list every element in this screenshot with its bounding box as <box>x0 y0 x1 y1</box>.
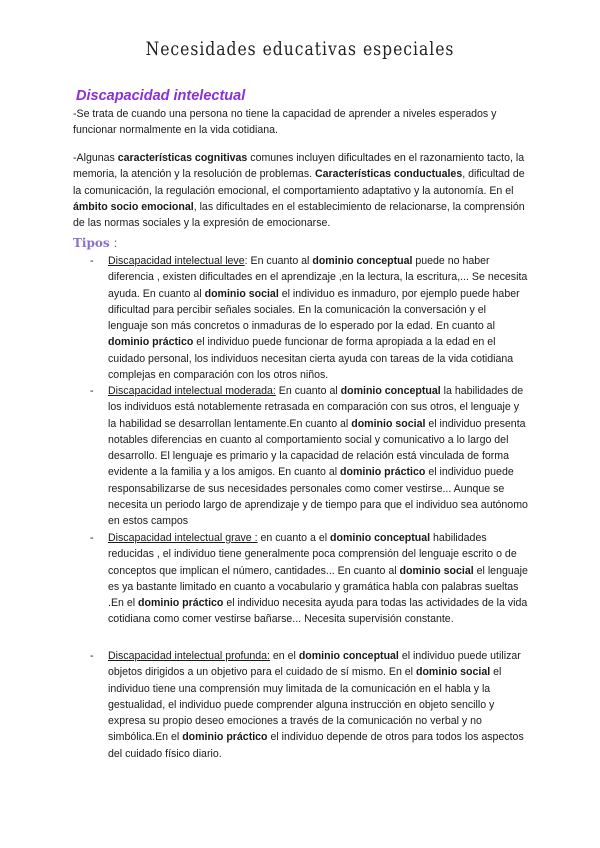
item-text: en cuanto a el <box>257 532 331 544</box>
item-heading: Discapacidad intelectual profunda: <box>108 650 270 662</box>
intro-paragraph-2 <box>73 150 528 231</box>
item-text: el individuo necesita ayuda para todas las actividades de la vida cotidiana como comer vestirse bañarse... Necesita supervisión constante. <box>108 597 528 626</box>
intro-text: , dificultad de la comunicación, la regulación emocional, el comportamiento adaptativo y la autonomía. En el <box>73 168 525 197</box>
list-bullet: - <box>90 650 94 662</box>
tipos-colon: : <box>113 236 118 250</box>
item-text: En cuanto al <box>275 385 341 397</box>
item-text: el individuo es inmaduro, por ejemplo puede haber dificultad para percibir señales sociales. En la comunicación la conversación y el lenguaje son más concretos o inmaduras de lo esperado por la edad. En cuanto al <box>108 287 520 333</box>
item-text: el individuo puede funcionar de forma apropiada a la edad en el cuidado personal, los individuos necesitan cierta ayuda con tareas de la vida cotidiana complejas en comparación con los otros niños. <box>108 336 514 382</box>
item-text: el individuo presenta notables diferencias en cuanto al comportamiento social y comunicativo a lo largo del desarrollo. El lenguaje es primario y la capacidad de relación está vinculada de forma evidente a la familia y a los amigos. En cuanto al <box>108 417 526 479</box>
item-text: la habilidades de los individuos está notablemente retrasada en comparación con sus otros, el lenguaje y la habilidad se desarrollan lentamente.En cuanto al <box>108 385 524 430</box>
list-item-text <box>108 383 528 530</box>
item-text: habilidades reducidas , el individuo tiene generalmente poca comprensión del lenguaje escrito o de conceptos que implican el número, cantidades... En cuanto al <box>108 532 517 577</box>
item-heading: Discapacidad intelectual leve <box>108 255 245 267</box>
item-heading: Discapacidad intelectual moderada: <box>108 385 276 397</box>
intro-text: , las dificultades en el establecimiento de relacionarse, la comprensión de las normas sociales y la expresión de emocionarse. <box>73 200 525 230</box>
bold-term: dominio social <box>204 287 279 300</box>
tipos-heading <box>73 236 117 250</box>
list-item-text <box>108 253 528 383</box>
list-item <box>90 383 530 530</box>
intro-text: comunes incluyen dificultades en el razonamiento tacto, la memoria, la atención y la resolución de problemas. <box>73 152 525 181</box>
bold-term: dominio social <box>415 666 491 679</box>
page-title: Necesidades educativas especiales <box>145 38 455 60</box>
bold-term: dominio práctico <box>182 731 268 744</box>
bold-term: características cognitivas <box>117 152 248 164</box>
bold-term: dominio social <box>351 417 426 430</box>
item-text: el individuo tiene una comprensión muy limitada de la comunicación en el habla y la gestualidad, el individuo puede comprender alguna instrucción en objeto sencillo y expresa su propio deseo emociones a través de la comunicación no verbal y no simbólica.En el <box>108 666 502 744</box>
item-text: en el <box>269 650 299 662</box>
bold-term: ámbito socio emocional <box>73 200 194 213</box>
bold-term: dominio práctico <box>108 336 194 349</box>
item-text: el individuo puede utilizar objetos dirigidos a un objetivo para el cuidado de sí mismo. En el <box>108 650 521 679</box>
list-item-text <box>108 530 528 628</box>
intro-text: -Algunas <box>73 152 118 164</box>
bold-term: dominio social <box>399 564 474 577</box>
list-bullet: - <box>90 532 94 544</box>
list-item <box>90 648 530 762</box>
item-text: : En cuanto al <box>244 255 313 267</box>
bold-term: dominio conceptual <box>330 532 431 544</box>
list-bullet: - <box>90 385 94 397</box>
intro-paragraph-1: -Se trata de cuando una persona no tiene la capacidad de aprender a niveles esperados y funcionar normalmente en la vida cotidiana. <box>73 108 497 137</box>
list-item <box>90 253 530 383</box>
bold-term: dominio práctico <box>138 597 224 610</box>
item-text: el individuo depende de otros para todos los aspectos del cuidado físico diario. <box>108 731 524 760</box>
item-heading: Discapacidad intelectual grave : <box>108 532 258 544</box>
list-bullet: - <box>90 255 94 267</box>
item-text: el lenguaje es ya bastante limitado en cuanto a vocabulario y gramática habla con palabras sueltas .En el <box>108 564 528 610</box>
bold-term: dominio práctico <box>340 466 426 479</box>
list-item <box>90 530 530 628</box>
section-heading: Discapacidad intelectual <box>76 88 246 104</box>
bold-term: dominio conceptual <box>312 255 413 267</box>
bold-term: Características conductuales <box>315 168 463 181</box>
bold-term: dominio conceptual <box>340 385 441 397</box>
item-text: puede no haber diferencia , existen dificultades en el aprendizaje ,en la lectura, la escritura,... Se necesita ayuda. En cuanto al <box>108 255 528 300</box>
item-text: el individuo puede responsabilizarse de sus necesidades personales como comer vestirse... Aunque se necesita un periodo largo de aprendizaje y de tiempo para que el individuo sea autónomo en estos campos <box>108 466 528 528</box>
list-item-text <box>108 648 528 762</box>
bold-term: dominio conceptual <box>298 650 399 662</box>
tipos-label: Tipos <box>73 236 110 250</box>
